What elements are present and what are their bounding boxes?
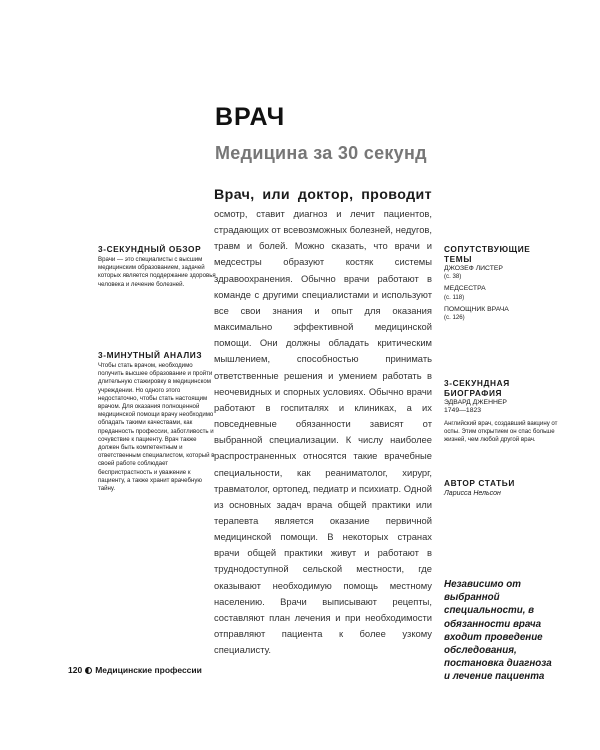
related-item-page: (с. 126): [444, 314, 465, 322]
related-item-name: ПОМОЩНИК ВРАЧА: [444, 305, 509, 313]
page-number: 120: [68, 665, 83, 675]
related-heading: СОПУТСТВУЮЩИЕ ТЕМЫ: [444, 244, 531, 264]
related-item-page: (с. 38): [444, 273, 462, 281]
related-item: [444, 306, 559, 322]
analysis-heading: 3-МИНУТНЫЙ АНАЛИЗ: [98, 350, 203, 360]
related-item: [444, 285, 559, 301]
related-topics: [444, 244, 559, 322]
analysis-section: [98, 350, 216, 493]
overview-section: [98, 244, 216, 289]
overview-text: Врачи — это специалисты с высшим медицинским образованием, задачей которых является поддержание здоровья человека и лечение болезней.: [98, 256, 216, 288]
page-title: ВРАЧ: [215, 103, 286, 131]
lead-sentence: Врач, или доктор, проводит: [214, 187, 432, 203]
half-circle-icon: [85, 667, 92, 674]
related-item-page: (с. 118): [444, 293, 465, 301]
author-section: [444, 478, 559, 497]
section-name: Медицинские профессии: [95, 665, 202, 675]
analysis-text: Чтобы стать врачом, необходимо получить высшее образование и пройти длительную стажировку в медицинском учреждении. Но одного этого недостаточно, чтобы стать настоящим врачом. Для оказания полноценной медицинской помощи врачу необходимо обладать такими качествами, как преданность профессии, заботливость и сочувствие к пациенту. Врач также должен быть компетентным и ответственным специалистом, который в своей работе соблюдает беспристрастность и уважение к пациенту, а также хранит врачебную тайну.: [98, 362, 215, 493]
related-item-name: ДЖОЗЕФ ЛИСТЕР: [444, 265, 503, 272]
pull-quote: Независимо от выбранной специальности, в обязанности врача входит проведение обследования, постановка диагноза и лечение пациента: [444, 579, 552, 683]
author-heading: АВТОР СТАТЬИ: [444, 478, 515, 488]
related-item: [444, 265, 559, 281]
bio-name: ЭДВАРД ДЖЕННЕР: [444, 399, 507, 406]
related-item-name: МЕДСЕСТРА: [444, 285, 486, 293]
bio-heading: 3-СЕКУНДНАЯ БИОГРАФИЯ: [444, 378, 510, 398]
bio-years: 1749—1823: [444, 407, 482, 415]
biography-section: [444, 378, 559, 444]
overview-heading: 3-СЕКУНДНЫЙ ОБЗОР: [98, 244, 202, 254]
page-footer: [68, 665, 202, 675]
bio-text: Английский врач, создавший вакцину от оспы. Этим открытием он спас больше жизней, чем любой другой врач.: [444, 419, 558, 443]
author-name: Ларисса Нельсон: [444, 490, 501, 497]
main-article: [214, 187, 432, 658]
page-subtitle: Медицина за 30 секунд: [215, 143, 427, 163]
article-body: осмотр, ставит диагноз и лечит пациентов, страдающих от всевозможных болезней, недугов, травм и болей. Можно сказать, что врачи и медсестры образуют костяк системы здравоохранения. Обычно врачи работают в команде с другими специалистами и используют все свои знания и опыт для оказания максимально эффективной медицинской помощи. Они должны обладать критическим мышлением, способностью принимать ответственные решения и умением работать в неочевидных и спорных условиях. Обычно врачи работают в госпиталях и клиниках, а их повседневные обязанности зависят от выбранной специализации. К числу наиболее распространенных относятся такие врачебные специальности, как реаниматолог, хирург, травматолог, ортопед, педиатр и психиатр. Одной из основных задач врача общей практики или терапевта является оказание первичной медицинской помощи. В некоторых странах врачи общей практики живут и работают в труднодоступной сельской местности, где оказывают необходимую помощь местному населению. Врачи выписывают рецепты, составляют план лечения и при необходимости отправляют пациента к более узкому специалисту.: [214, 208, 432, 656]
